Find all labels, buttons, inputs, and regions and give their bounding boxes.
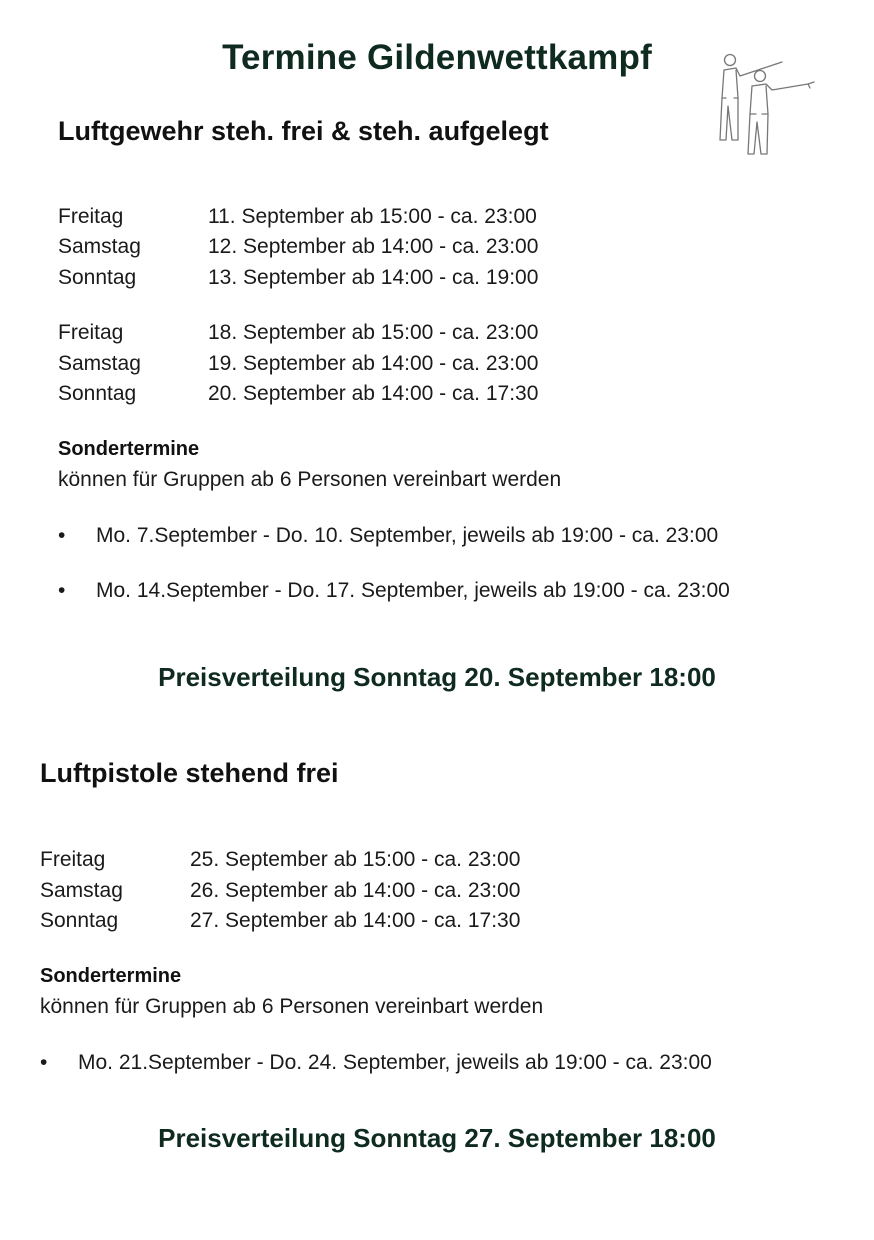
list-item-text: Mo. 21.September - Do. 24. September, jeweils ab 19:00 - ca. 23:00: [78, 1051, 712, 1074]
list-item: [58, 524, 818, 552]
section-heading-luftgewehr: Luftgewehr steh. frei & steh. aufgelegt: [58, 116, 549, 146]
day-label: Samstag: [58, 235, 141, 258]
prize-ceremony-luftpistole: Preisverteilung Sonntag 27. September 18:00: [158, 1123, 716, 1153]
date-label: 20. September ab 14:00 - ca. 17:30: [208, 382, 539, 405]
date-label: 26. September ab 14:00 - ca. 23:00: [190, 879, 521, 902]
schedule-row: [58, 318, 658, 348]
special-dates-text: können für Gruppen ab 6 Personen vereinbart werden: [40, 995, 544, 1018]
bullet-glyph: •: [40, 1051, 48, 1074]
list-item-text: Mo. 14.September - Do. 17. September, jeweils ab 19:00 - ca. 23:00: [96, 579, 730, 602]
prize-ceremony-luftgewehr: Preisverteilung Sonntag 20. September 18:00: [158, 662, 716, 692]
schedule-row: [40, 876, 640, 906]
section-heading-luftpistole: Luftpistole stehend frei: [40, 758, 339, 788]
date-label: 19. September ab 14:00 - ca. 23:00: [208, 352, 539, 375]
day-label: Freitag: [58, 321, 124, 344]
day-label: Samstag: [40, 879, 123, 902]
schedule-row: [40, 845, 640, 875]
bullet-glyph: •: [58, 579, 66, 602]
schedule-row: [58, 232, 658, 262]
date-label: 27. September ab 14:00 - ca. 17:30: [190, 909, 521, 932]
schedule-row: [58, 263, 658, 293]
schedule-row: [58, 379, 658, 409]
date-label: 25. September ab 15:00 - ca. 23:00: [190, 848, 521, 871]
schedule-row: [58, 349, 658, 379]
day-label: Sonntag: [58, 266, 137, 289]
day-label: Sonntag: [40, 909, 119, 932]
special-dates-heading: Sondertermine: [40, 965, 182, 987]
schedule-row: [58, 202, 658, 232]
bullet-glyph: •: [58, 524, 66, 547]
day-label: Sonntag: [58, 382, 137, 405]
date-label: 11. September ab 15:00 - ca. 23:00: [208, 205, 537, 228]
date-label: 13. September ab 14:00 - ca. 19:00: [208, 266, 539, 289]
shooters-icon: [716, 48, 824, 160]
date-label: 12. September ab 14:00 - ca. 23:00: [208, 235, 539, 258]
schedule-row: [40, 906, 640, 936]
page-title: Termine Gildenwettkampf: [222, 38, 652, 77]
special-dates-heading: Sondertermine: [58, 438, 200, 460]
list-item: [40, 1051, 800, 1079]
list-item-text: Mo. 7.September - Do. 10. September, jeweils ab 19:00 - ca. 23:00: [96, 524, 719, 547]
special-dates-text: können für Gruppen ab 6 Personen vereinbart werden: [58, 468, 562, 491]
day-label: Freitag: [58, 205, 124, 228]
day-label: Samstag: [58, 352, 141, 375]
day-label: Freitag: [40, 848, 106, 871]
date-label: 18. September ab 15:00 - ca. 23:00: [208, 321, 539, 344]
list-item: [58, 579, 818, 607]
